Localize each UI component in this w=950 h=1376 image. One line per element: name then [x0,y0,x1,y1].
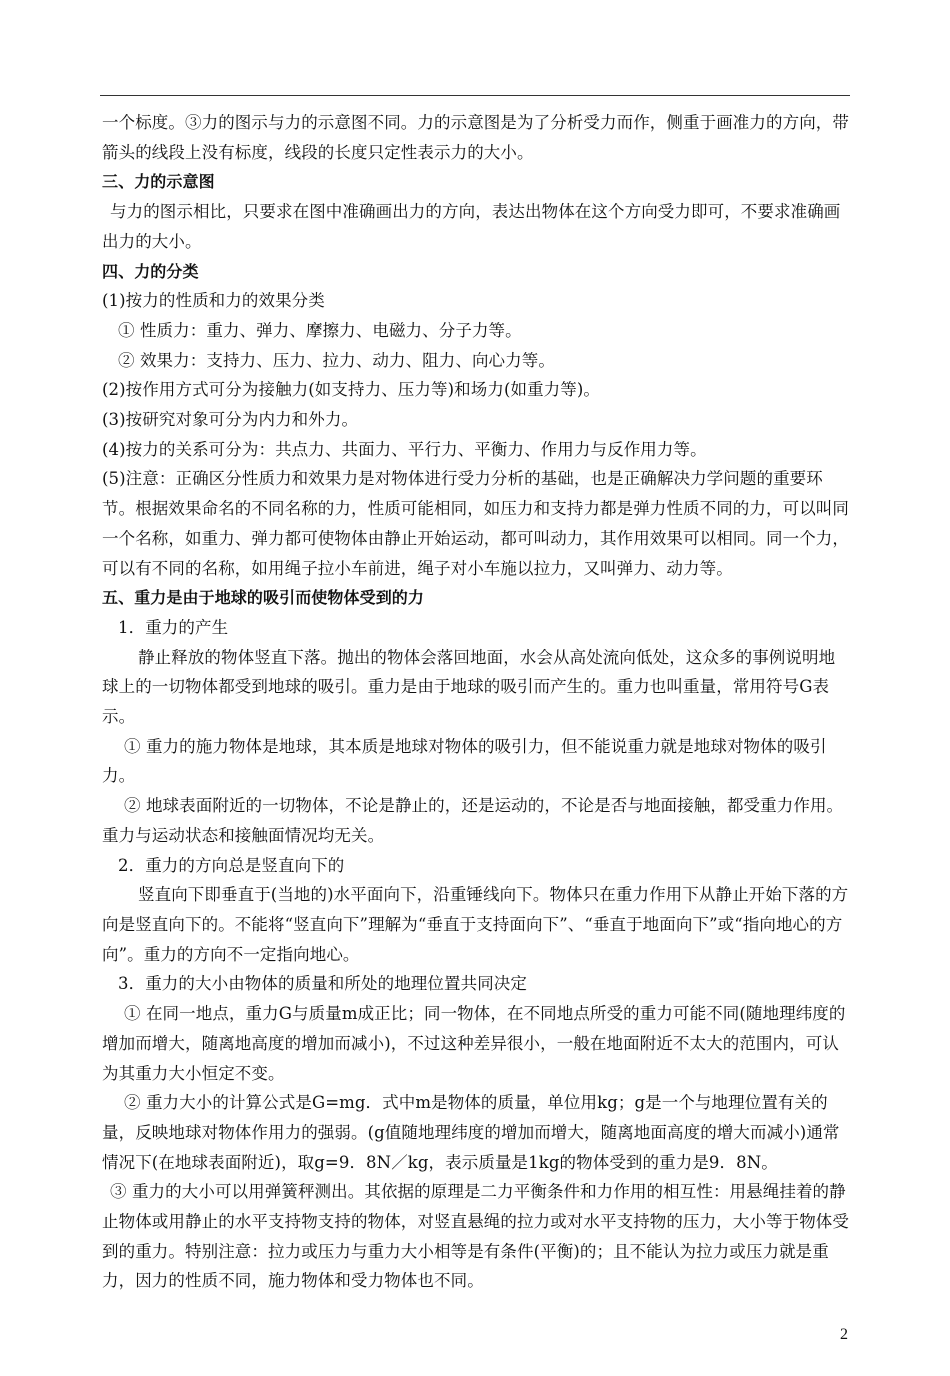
list-item: (4)按力的关系可分为：共点力、共面力、平行力、平衡力、作用力与反作用力等。 [102,439,707,459]
section-heading-5: 五、重力是由于地球的吸引而使物体受到的力 [102,588,425,608]
header-rule [100,95,850,96]
list-item: (2)按作用方式可分为接触力(如支持力、压力等)和场力(如重力等)。 [102,380,601,400]
list-item: (1)按力的性质和力的效果分类 [102,291,325,311]
paragraph: ③ 重力的大小可以用弹簧秤测出。其依据的原理是二力平衡条件和力作用的相互性：用悬绳挂着的静止物体或用静止的水平支持物支持的物体，对竖直悬绳的拉力或对水平支持物的压力，大小等于物体受到的重力。特别注意：拉力或压力与重力大小相等是有条件(平衡)的；且不能认为拉力或压力就是重力，因力的性质不同，施力物体和受力物体也不同。 [102,1182,849,1291]
paragraph: ② 重力大小的计算公式是G=mg．式中m是物体的质量，单位用kg；g是一个与地理位置有关的量，反映地球对物体作用力的强弱。(g值随地理纬度的增加而增大，随离地面高度的增大而减小)通常情况下(在地球表面附近)，取g=9．8N／kg，表示质量是1kg的物体受到的重力是9．8N。 [102,1093,840,1172]
paragraph: 静止释放的物体竖直下落。抛出的物体会落回地面，水会从高处流向低处，这众多的事例说明地球上的一切物体都受到地球的吸引。重力是由于地球的吸引而产生的。重力也叫重量，常用符号G表示。 [102,647,836,727]
section-heading-3: 三、力的示意图 [102,172,215,192]
subsection-heading: 1．重力的产生 [118,617,229,637]
paragraph: 竖直向下即垂直于(当地的)水平面向下，沿重锤线向下。物体只在重力作用下从静止开始下落的方向是竖直向下的。不能将“竖直向下”理解为“垂直于支持面向下”、“垂直于地面向下”或“指向地心的方向”。重力的方向不一定指向地心。 [102,885,849,964]
subsection-heading: 3．重力的大小由物体的质量和所处的地理位置共同决定 [118,974,527,994]
subsection-heading: 2．重力的方向总是竖直向下的 [118,855,345,875]
paragraph: ② 地球表面附近的一切物体，不论是静止的，还是运动的，不论是否与地面接触，都受重力作用。重力与运动状态和接触面情况均无关。 [102,796,844,845]
list-item: (5)注意：正确区分性质力和效果力是对物体进行受力分析的基础，也是正确解决力学问题的重要环节。根据效果命名的不同名称的力，性质可能相同，如压力和支持力都是弹力性质不同的力，可以叫同一个名称，如重力、弹力都可使物体由静止开始运动，都可叫动力，其作用效果可以相同。同一个力，可以有不同的名称，如用绳子拉小车前进，绳子对小车施以拉力，又叫弹力、动力等。 [102,469,849,578]
list-subitem: ② 效果力：支持力、压力、拉力、动力、阻力、向心力等。 [118,350,555,370]
list-subitem: ① 性质力：重力、弹力、摩擦力、电磁力、分子力等。 [118,320,522,340]
paragraph-continuation: 一个标度。③力的图示与力的示意图不同。力的示意图是为了分析受力而作，侧重于画准力的方向，带箭头的线段上没有标度，线段的长度只定性表示力的大小。 [102,113,849,162]
page-content [102,108,850,1296]
list-item: (3)按研究对象可分为内力和外力。 [102,410,359,430]
paragraph: 与力的图示相比，只要求在图中准确画出力的方向，表达出物体在这个方向受力即可，不要求准确画出力的大小。 [102,202,841,251]
section-heading-4: 四、力的分类 [102,261,199,281]
paragraph: ① 重力的施力物体是地球，其本质是地球对物体的吸引力，但不能说重力就是地球对物体的吸引力。 [102,736,827,786]
paragraph: ① 在同一地点，重力G与质量m成正比；同一物体，在不同地点所受的重力可能不同(随地理纬度的增加而增大，随离地高度的增加而减小)，不过这种差异很小，一般在地面附近不太大的范围内，可认为其重力大小恒定不变。 [102,1004,846,1083]
page-number: 2 [840,1326,848,1343]
